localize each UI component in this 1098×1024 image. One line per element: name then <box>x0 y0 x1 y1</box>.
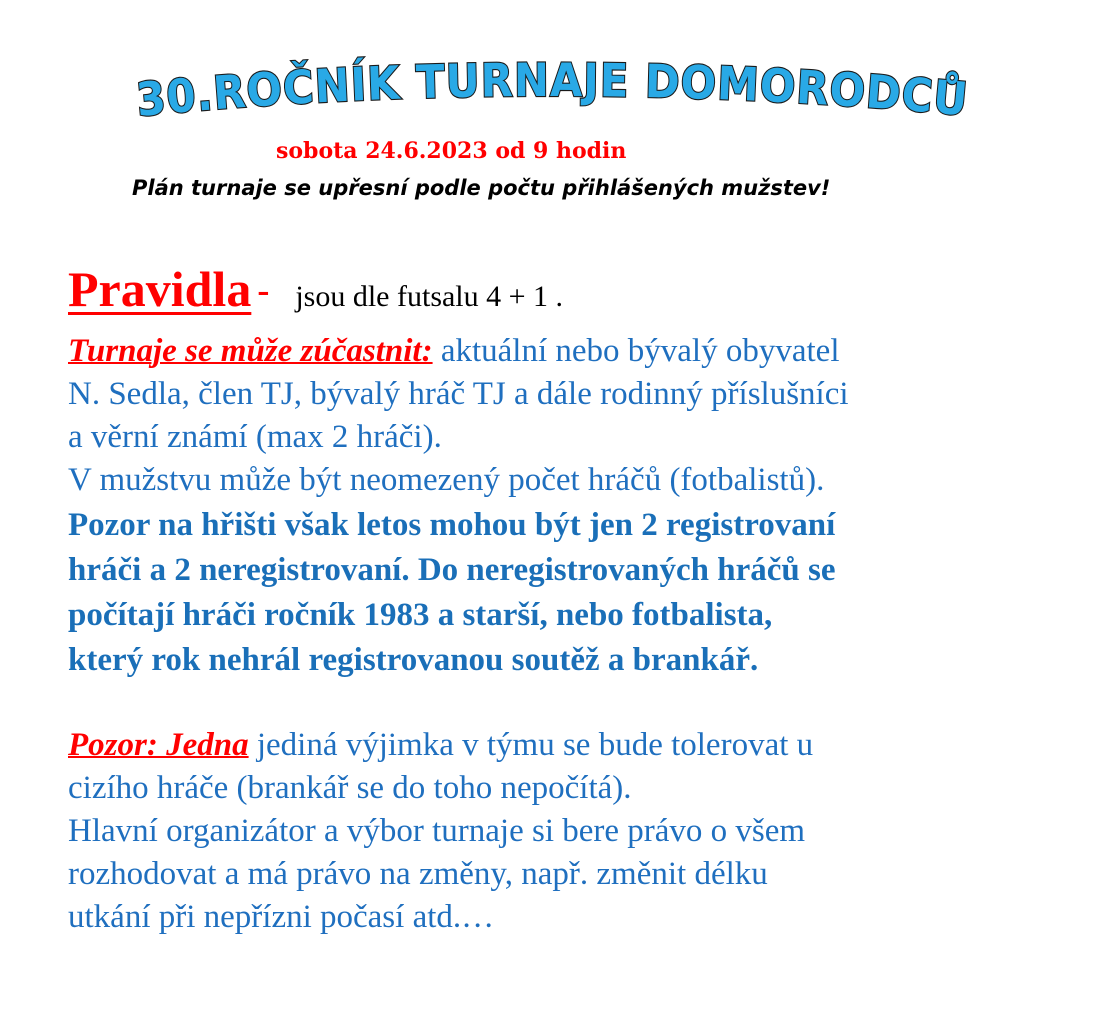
registration-line-2: hráči a 2 neregistrovaní. Do neregistrovaných hráčů se <box>68 552 836 588</box>
organizer-line-1: Hlavní organizátor a výbor turnaje si bere právo o všem <box>68 813 806 849</box>
registration-line-1: Pozor na hřišti však letos mohou být jen 2 registrovaní <box>68 507 836 543</box>
rules-section <box>68 260 1078 939</box>
participation-line-2: N. Sedla, člen TJ, bývalý hráč TJ a dále rodinný příslušníci <box>68 376 849 412</box>
rules-intro: jsou dle futsalu 4 + 1 . <box>295 280 564 313</box>
rules-heading: Pravidla <box>68 261 252 317</box>
participation-text-1: aktuální nebo bývalý obyvatel <box>432 333 840 369</box>
title-wordart <box>0 40 1098 130</box>
participation-label: Turnaje se může zúčastnit: <box>68 333 433 369</box>
rules-dash: - <box>257 270 270 310</box>
registration-line-3: počítají hráči ročník 1983 a starší, nebo fotbalista, <box>68 597 773 633</box>
organizer-line-3: utkání při nepřízni počasí atd.… <box>68 899 495 935</box>
plan-note: Plán turnaje se upřesní podle počtu přihlášených mužstev! <box>132 176 831 200</box>
rules-heading-line <box>68 260 1078 330</box>
organizer-line-2: rozhodovat a má právo na změny, např. změnit délku <box>68 856 768 892</box>
section-spacer <box>68 682 1078 724</box>
page-title <box>0 40 1098 130</box>
exception-line-1 <box>68 724 1078 767</box>
participation-line-1 <box>68 330 1078 373</box>
title-text: 30.ROČNÍK TURNAJE DOMORODCŮ <box>133 52 975 127</box>
registration-line-4: který rok nehrál registrovanou soutěž a brankář. <box>68 642 759 678</box>
participation-line-3: a věrní známí (max 2 hráči). <box>68 419 442 455</box>
exception-line-2: cizího hráče (brankář se do toho nepočítá). <box>68 770 632 806</box>
team-size-line: V mužstvu může být neomezený počet hráčů (fotbalistů). <box>68 462 825 498</box>
event-date: sobota 24.6.2023 od 9 hodin <box>276 138 627 164</box>
exception-text-1: jediná výjimka v týmu se bude tolerovat u <box>248 727 814 763</box>
exception-label: Pozor: Jedna <box>68 727 249 763</box>
